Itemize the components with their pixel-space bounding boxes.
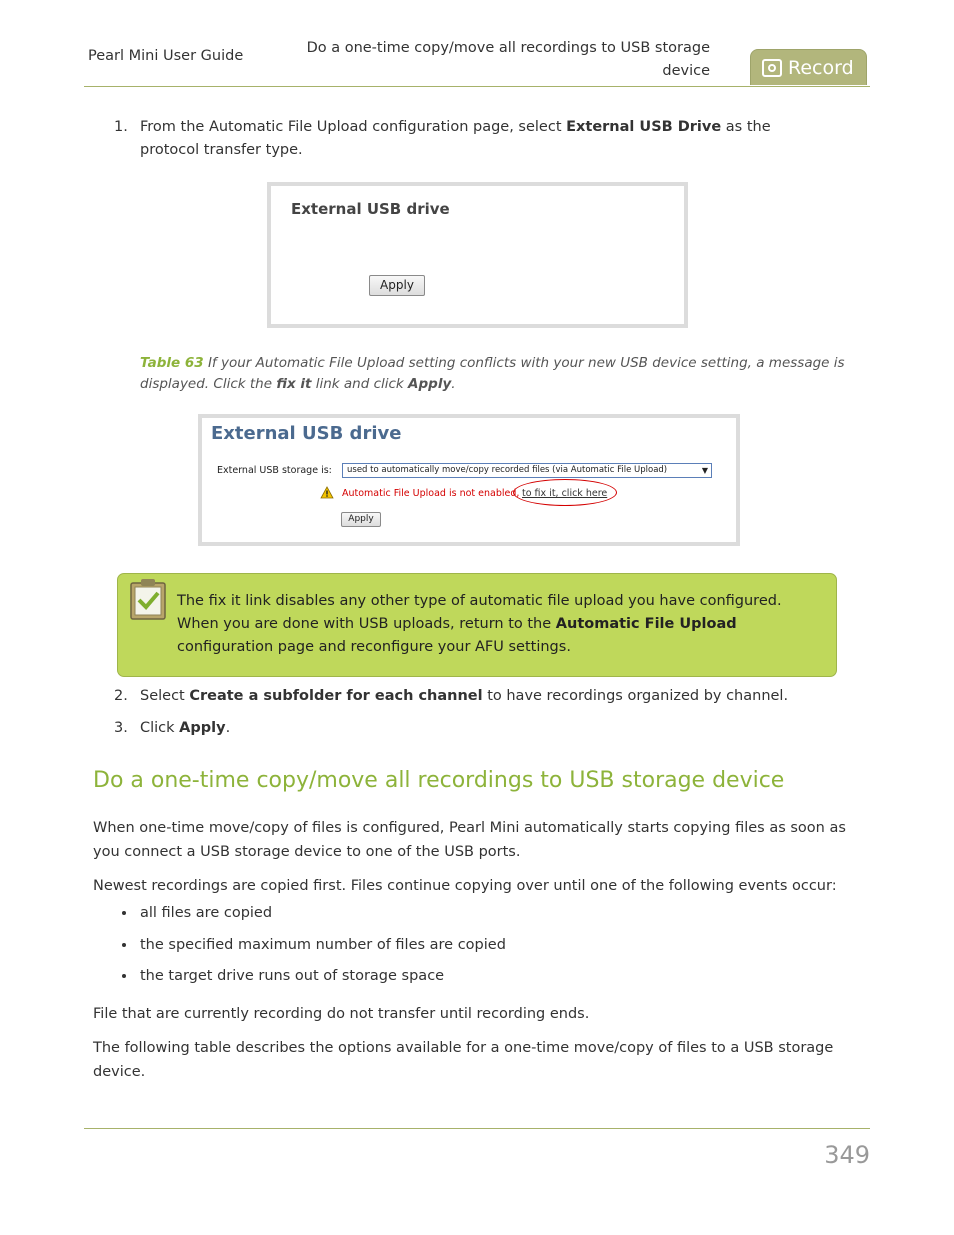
storage-label: External USB storage is: bbox=[217, 465, 332, 476]
panel-title: External USB drive bbox=[211, 423, 402, 444]
step-number: 3. bbox=[114, 720, 128, 736]
note-text: The fix it link disables any other type of automatic file upload you have configured. When you are done with USB uploads, return to the Automatic File Upload configuration page and reconfigure your AFU settings. bbox=[177, 593, 782, 655]
step-text: From the Automatic File Upload configuration page, select External USB Drive as the protocol transfer type. bbox=[140, 119, 771, 158]
fix-it-link[interactable]: to fix it, click here bbox=[522, 488, 608, 499]
warning-icon bbox=[320, 486, 334, 499]
bullet-icon bbox=[122, 911, 126, 915]
bullet-icon bbox=[122, 974, 126, 978]
step-number: 2. bbox=[114, 688, 128, 704]
step-1 bbox=[114, 116, 834, 162]
paragraph-intro: When one-time move/copy of files is configured, Pearl Mini automatically starts copying files as soon as you connect a USB storage device to one of the USB ports. bbox=[93, 820, 846, 860]
step-number: 1. bbox=[114, 119, 128, 135]
step-text: Select Create a subfolder for each channel to have recordings organized by channel. bbox=[140, 688, 789, 704]
screenshot-external-usb-drive bbox=[267, 182, 688, 328]
header-section-line2: device bbox=[662, 63, 710, 79]
paragraph-table-intro: The following table describes the options available for a one-time move/copy of files to a USB storage device. bbox=[93, 1040, 834, 1080]
paragraph-recording: File that are currently recording do not transfer until recording ends. bbox=[93, 1006, 590, 1022]
footer-divider bbox=[84, 1128, 870, 1129]
table-caption: Table 63 If your Automatic File Upload setting conflicts with your new USB device setting, a message is displayed. Click the fix it link and click Apply. bbox=[140, 355, 845, 392]
bold-term: Create a subfolder for each channel bbox=[189, 688, 483, 704]
header-section-title bbox=[300, 37, 710, 83]
step-2 bbox=[114, 685, 834, 708]
record-tab bbox=[750, 49, 867, 85]
warning-message: Automatic File Upload is not enabled, bbox=[342, 488, 520, 499]
section-heading: Do a one-time copy/move all recordings to USB storage device bbox=[93, 768, 785, 793]
header-divider bbox=[84, 86, 870, 87]
clipboard-check-icon bbox=[129, 577, 167, 621]
note-box bbox=[117, 573, 837, 677]
step-3 bbox=[114, 717, 834, 740]
record-icon bbox=[762, 59, 782, 77]
page-number: 349 bbox=[824, 1141, 870, 1169]
bold-term: External USB Drive bbox=[566, 119, 722, 135]
apply-button[interactable]: Apply bbox=[341, 512, 381, 527]
caption-tag: Table 63 bbox=[140, 355, 204, 371]
highlight-circle bbox=[513, 479, 617, 506]
step-text: Click Apply. bbox=[140, 720, 231, 736]
paragraph-order: Newest recordings are copied first. Files continue copying over until one of the following events occur: bbox=[93, 878, 837, 894]
header-section-line1: Do a one-time copy/move all recordings to USB storage bbox=[306, 40, 710, 56]
panel-title: External USB drive bbox=[291, 200, 450, 218]
apply-button[interactable]: Apply bbox=[369, 275, 425, 296]
bullet-icon bbox=[122, 943, 126, 947]
screenshot-usb-conflict bbox=[198, 414, 740, 546]
storage-select[interactable] bbox=[342, 463, 712, 478]
bold-term: Apply bbox=[179, 720, 226, 736]
dropdown-arrow-icon: ▼ bbox=[701, 466, 708, 475]
guide-title: Pearl Mini User Guide bbox=[88, 48, 244, 64]
bold-term: Automatic File Upload bbox=[555, 616, 737, 632]
storage-select-value: used to automatically move/copy recorded files (via Automatic File Upload) bbox=[347, 465, 668, 475]
record-tab-label: Record bbox=[788, 56, 854, 79]
